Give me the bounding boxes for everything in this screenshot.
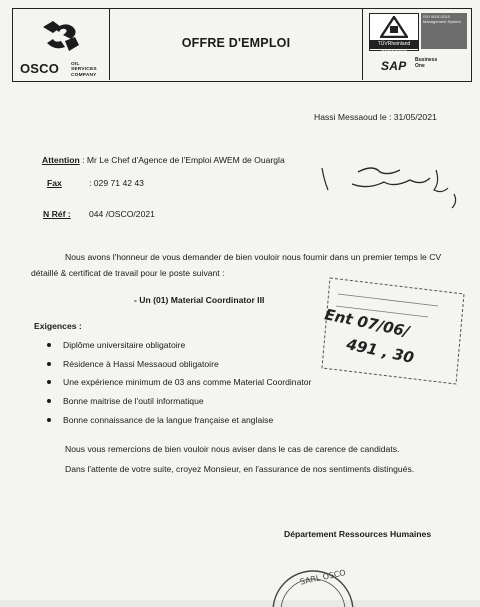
requirement-item: Bonne connaissance de la langue française et anglaise (47, 415, 311, 434)
sap-logo: SAP (381, 59, 407, 73)
fax-label: Fax (47, 178, 62, 188)
ref-value: 044 /OSCO/2021 (89, 209, 155, 219)
fax-value: : 029 71 42 43 (89, 178, 144, 188)
sap-subtitle: Business One (415, 57, 438, 69)
company-logo (13, 9, 110, 80)
logo-subtitle: OIL SERVICES COMPANY (71, 62, 97, 78)
requirement-item: Bonne maitrise de l'outil informatique (47, 396, 311, 415)
attention-line (42, 155, 285, 165)
stamp-number: 491 , 30 (344, 335, 416, 367)
attention-label: Attention (42, 155, 80, 165)
attention-text: : Mr Le Chef d'Agence de l'Emploi AWEM de Ouargla (82, 155, 285, 165)
ref-line (43, 209, 71, 219)
closing-line-2: Dans l'attente de votre suite, croyez Monsieur, en l'assurance de nos sentiments distingués. (65, 464, 415, 474)
signature-department: Département Ressources Humaines (284, 529, 432, 539)
closing-line-1: Nous vous remercions de bien vouloir nous aviser dans le cas de carence de candidats. (65, 444, 400, 454)
stamp-date: Ent 07/06/ (323, 305, 411, 341)
job-position: - Un (01) Material Coordinator III (134, 295, 265, 305)
document-title: OFFRE D'EMPLOI (181, 36, 291, 50)
requirement-item: Résidence à Hassi Messaoud obligatoire (47, 359, 311, 378)
fax-line (47, 178, 62, 188)
tuv-triangle-icon (380, 16, 408, 38)
logo-name: OSCO (20, 61, 60, 76)
requirement-item: Une expérience minimum de 03 ans comme Material Coordinator (47, 377, 311, 396)
place-date: Hassi Messaoud le : 31/05/2021 (314, 112, 437, 122)
registration-stamp (318, 272, 468, 390)
requirement-item: Diplôme universitaire obligatoire (47, 340, 311, 359)
requirements-list (47, 340, 311, 433)
company-seal (268, 567, 358, 607)
paragraph-line-2: détaillé & certificat de travail pour le poste suivant : (31, 268, 225, 278)
handwritten-annotation (318, 160, 468, 220)
iso-certificate: ISO 9001:2015 Management System (421, 13, 467, 49)
letterhead (12, 8, 472, 82)
svg-text:SARL OSCO: SARL OSCO (299, 568, 347, 587)
tuv-badge (369, 13, 419, 56)
osco-logo-icon (39, 19, 83, 53)
paragraph-line-1: Nous avons l'honneur de vous demander de bien vouloir nous fournir dans un premier temps le CV (65, 252, 442, 262)
ref-label: N Réf : (43, 209, 71, 219)
tuv-label: TÜVRheinland CERTIFIED (370, 40, 418, 49)
certification-box (362, 9, 471, 80)
requirements-heading: Exigences : (34, 321, 82, 331)
